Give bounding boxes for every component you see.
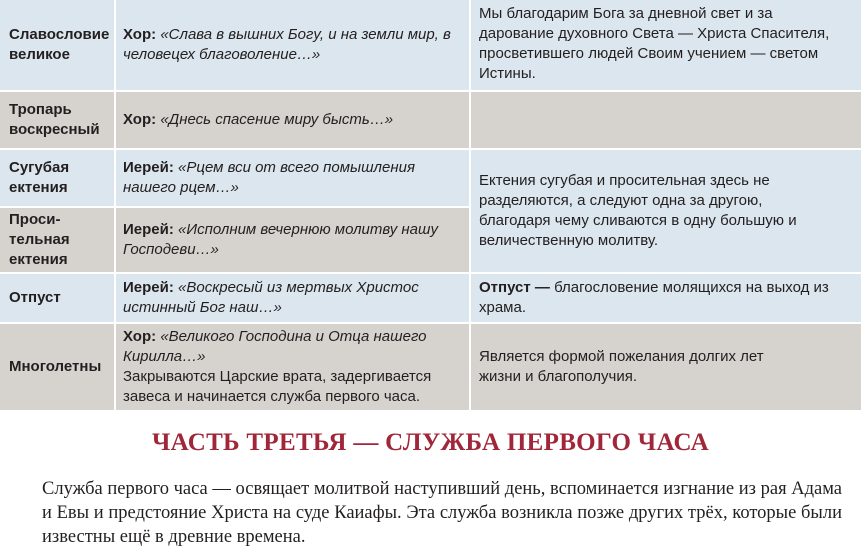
service-name: Тропарь воскресный — [9, 101, 100, 138]
service-quote: «Днесь спасение миру бысть…» — [160, 111, 394, 128]
service-text-cell — [116, 274, 469, 322]
speaker-label: Иерей: — [123, 221, 174, 238]
speaker-label: Хор: — [123, 26, 157, 43]
service-quote: «Великого Господина и Отца нашего Кирилла…» — [123, 328, 427, 365]
comment-text: Ектения сугубая и просительная здесь не разделяются, а следуют одна за другою, благодаря чему сливаются в одну большую и величественную молитву. — [479, 172, 797, 249]
service-name: Многолетны — [9, 358, 102, 375]
speaker-label: Иерей: — [123, 279, 174, 296]
service-quote: «Воскресый из мертвых Христос истинный Бог наш…» — [123, 279, 419, 316]
service-note: Закрываются Царские врата, задергивается завеса и начинается служба первого часа. — [123, 368, 432, 405]
comment-cell — [471, 0, 861, 90]
comment-label: Отпуст — — [479, 279, 550, 296]
service-name: Проси-тельная ектения — [9, 211, 70, 268]
service-text-cell — [116, 92, 469, 148]
service-quote: «Исполним вечернюю молитву нашу Господеви…» — [123, 221, 438, 258]
comment-cell — [471, 92, 861, 148]
service-quote: «Слава в вышних Богу, и на земли мир, в человецех благоволение…» — [123, 26, 451, 63]
comment-text: благословение молящихся на выход из храма. — [479, 279, 829, 316]
service-name-cell — [0, 324, 114, 410]
speaker-label: Иерей: — [123, 159, 174, 176]
section-heading: ЧАСТЬ ТРЕТЬЯ — СЛУЖБА ПЕРВОГО ЧАСА — [151, 429, 710, 456]
speaker-label: Хор: — [123, 111, 157, 128]
comment-text: Мы благодарим Бога за дневной свет и за дарование духовного Света — Христа Спасителя, просветившего людей Своим учением — светом Истины. — [479, 5, 830, 82]
comment-cell — [471, 274, 861, 322]
comment-cell — [471, 324, 861, 410]
comment-cell — [471, 150, 861, 272]
speaker-label: Хор: — [123, 328, 157, 345]
service-text-cell — [116, 0, 469, 90]
service-text-cell — [116, 208, 469, 272]
service-text-cell — [116, 150, 469, 206]
service-name-cell — [0, 208, 114, 272]
service-name-cell — [0, 92, 114, 148]
body-paragraph: Служба первого часа — освящает молитвой наступивший день, вспоминается изгнание из рая Адама и Евы и предстояние Христа на суде Каиафы. Эта служба возникла позже других трёх, которые были известны ещё в древние времена. — [42, 479, 842, 547]
service-name: Славословие великое — [9, 26, 110, 63]
service-name-cell — [0, 0, 114, 90]
service-name-cell — [0, 150, 114, 206]
service-name: Сугубая ектения — [9, 159, 70, 196]
service-name: Отпуст — [9, 289, 61, 306]
service-quote: «Рцем вси от всего помышления нашего рцем…» — [123, 159, 415, 196]
service-text-cell — [116, 324, 469, 410]
service-name-cell — [0, 274, 114, 322]
comment-text: Является формой пожелания долгих лет жизни и благополучия. — [479, 348, 764, 385]
